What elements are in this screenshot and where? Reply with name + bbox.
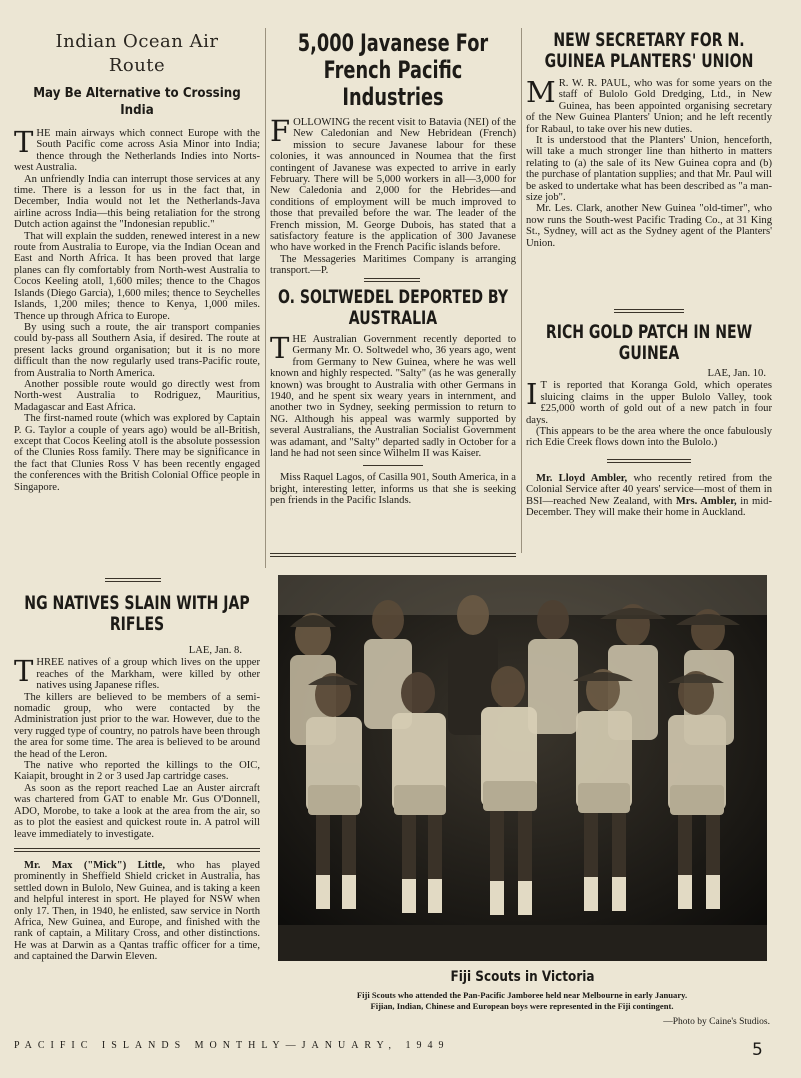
paragraph: It is understood that the Planters' Union, henceforth, will take a much stronger line than hitherto in matters relating to (a) the sale of its New Guinea copra and (b) the purchase of plantation supplies; and that Mr. Paul will be asked to undertake what has been described as "a man-size job". <box>526 135 772 204</box>
article-body <box>526 368 772 449</box>
paragraph: (This appears to be the area where the once fabulously rich Edie Creek flows down into the Bulolo.) <box>526 426 772 449</box>
article-indian-ocean <box>14 30 260 493</box>
photo-caption <box>262 990 782 1012</box>
drop-cap: F <box>270 114 291 148</box>
scouts-photo-illustration <box>278 575 767 961</box>
article-gold-patch <box>526 322 772 518</box>
drop-cap: T <box>14 125 34 159</box>
caption-line: Fijian, Indian, Chinese and European boys were represented in the Fiji contingent. <box>370 1001 674 1011</box>
paragraph: The native who reported the killings to the OIC, Kaiapit, brought in 2 or 3 used Jap cartridge cases. <box>14 760 260 783</box>
paragraph: The Messageries Maritimes Company is arranging transport.—P. <box>270 253 516 277</box>
paragraph: Miss Raquel Lagos, of Casilla 901, South America, in a bright, interesting letter, informs us that she is seeking pen friends in the Pacific Islands. <box>270 472 516 507</box>
paragraph: who has played prominently in Sheffield Shield cricket in Australia, has settled down in Bulolo, New Guinea, and is taking a keen and helpful interest in sport. He played for NSW when only 17. Then, in 1940, he enlisted, saw service in North Africa, New Guinea, and Europe, and finished with the rank of captain, a Military Cross, and other distinctions. He was at Darwin as a Qantas traffic officer for a time, and captained the Darwin Eleven. <box>14 859 260 963</box>
drop-cap: T <box>14 654 34 689</box>
person-name: Mr. Lloyd Ambler, <box>536 472 628 484</box>
paragraph: R. W. R. PAUL, who was for some years on the staff of Bulolo Gold Dredging, Ltd., in New Guinea, has been appointed organising secretary of the New Guinea Planters' Union; and he left recently for Rabaul, to take over his new duties. <box>526 78 772 135</box>
divider <box>607 462 691 463</box>
divider <box>364 278 420 282</box>
headline: RICH GOLD PATCH IN NEW GUINEA <box>545 321 753 364</box>
dateline: LAE, Jan. 10. <box>707 368 766 379</box>
paragraph: The killers are believed to be members of a semi-nomadic group, who were contacted by the Administration just prior to the war. However, due to the very rugged type of country, no patrols have been through the area for some time. The area is believed to be around the head of the Leron. <box>14 691 260 760</box>
person-name: Mr. Max ("Mick") Little, <box>24 859 166 871</box>
paragraph: Mr. Les. Clark, another New Guinea "old-timer", who now runs the South-west Pacific Trading Co., at 31 King St., Sydney, will act as the Sydney agent of the Planters' Union. <box>526 203 772 249</box>
headline: O. SOLTWEDEL DEPORTED BY AUSTRALIA <box>277 286 509 329</box>
article-javanese <box>270 30 516 277</box>
paragraph: Another possible route would go directly west from North-west Australia to Rodriguez, Mauritius, Madagascar and East Africa. <box>14 378 260 413</box>
article-body <box>14 860 260 963</box>
page-footer: PACIFIC ISLANDS MONTHLY—JANUARY, 1949 <box>14 1040 450 1051</box>
headline: 5,000 Javanese For French Pacific Industries <box>297 29 489 111</box>
divider <box>14 848 260 852</box>
paragraph: T is reported that Koranga Gold, which operates sluicing claims in the upper Bulolo Valley, took £25,000 worth of gold out of a new patch in four days. <box>526 380 772 426</box>
person-name: Mrs. Ambler, <box>675 495 737 507</box>
drop-cap: M <box>526 75 556 109</box>
drop-cap: T <box>270 331 290 365</box>
page-number: 5 <box>752 1040 763 1060</box>
paragraph: HE Australian Government recently deported to Germany Mr. O. Soltwedel who, 36 years ago, went from Germany to New Guinea, where he was well known and highly respected. "Salty" (as he was generally known) was brought to Australia with other Germans in 1940, and he spent six weary years in internment, and another two in Sydney, seeking permission to return to NG. Although his appeal was warmly supported by several Australians, the Australian Socialist Government was adamant, and "Salty" departed sadly in October for a land he had not seen since Wilhelm II was Kaiser. <box>270 334 516 460</box>
headline: NEW SECRETARY FOR N. GUINEA PLANTERS' UNION <box>544 29 754 72</box>
column-rule <box>265 28 266 568</box>
caption-line: Fiji Scouts who attended the Pan-Pacific Jamboree held near Melbourne in early January. <box>356 990 688 1000</box>
article-ng-natives <box>14 593 260 963</box>
headline: NG NATIVES SLAIN WITH JAP RIFLES <box>24 592 250 635</box>
article-body <box>270 331 516 460</box>
paragraph: HE main airways which connect Europe with the South Pacific come across Asia Minor into India; thence through the Netherlands Indies into Norts-west Australia. <box>14 128 260 174</box>
article-body <box>270 114 516 277</box>
article-body <box>14 125 260 493</box>
paragraph: in mid-December. They will make their home in Auckland. <box>526 495 772 519</box>
divider <box>614 309 684 313</box>
paragraph: HREE natives of a group which lives on the upper reaches of the Markham, were killed by other natives using Japanese rifles. <box>36 657 260 692</box>
paragraph: As soon as the report reached Lae an Auster aircraft was chartered from GAT to enable Mr. Gus O'Donnell, ADO, Morobe, to take a look at the area from the air, so as to plot the easiest and quickest route in. A patrol will leave immediately to investigate. <box>14 782 260 840</box>
photo-credit: —Photo by Caine's Studios. <box>663 1017 770 1027</box>
paragraph: The first-named route (which was explored by Captain P. G. Taylor a couple of years ago) would be all-British, except that Cocos Keeling atoll is the absolute possession of the Clunies Ross family. There may be significance in the fact that Clunies Ross V has been recently engaged the conferences with the British Colonial Office people in Singapore. <box>14 413 260 493</box>
article-body <box>14 645 260 840</box>
divider <box>363 465 423 466</box>
article-body <box>526 75 772 249</box>
paragraph: By using such a route, the air transport companies could by-pass all Southern Asia, if desired. The route at present lacks ground organisation; but it is no more difficult than the now regularly used trans-Pacific route, from Australia to North America. <box>14 321 260 379</box>
article-body <box>526 473 772 519</box>
divider <box>270 553 516 557</box>
paragraph: OLLOWING the recent visit to Batavia (NEI) of the New Caledonian and New Hebridean (French) mission to secure Javanese labour for these colonies, it was announced in Noumea that the first contingent of Javanese was expected to arrive in early February. There will be 5,000 workers in all—3,000 for New Caledonia and 2,000 for the Hebrides—and conditions of employment will be much improved to those that prevailed before the war. The leader of the French mission, M. George Dubois, has stated that a satisfactory feature is the application of 300 Javanese who have worked in the French Pacific islands before. <box>270 117 516 254</box>
paragraph: That will explain the sudden, renewed interest in a new route from Australia to Europe, via the Indian Ocean and East and North Africa. It has been proved that large planes can fly comfortably from North-west Australia to Cocos Keeling atoll, 1,600 miles; thence to the Chagos Islands (Diego Garcia), 1,600 miles; thence to Seychelles Islands, 1,200 miles; thence to Kenya, 1,000 miles. Thence up through Africa to Europe. <box>14 230 260 322</box>
drop-cap: I <box>526 377 538 412</box>
column-rule <box>521 28 522 553</box>
headline: Indian Ocean Air Route <box>55 31 219 76</box>
divider <box>607 459 691 460</box>
article-body <box>270 472 516 506</box>
article-planters-union <box>526 30 772 249</box>
paragraph: who recently retired from the Colonial Service after 40 years' service—most of them in BSI—reached New Zealand, with <box>526 472 772 507</box>
photo-fiji-scouts <box>278 575 767 961</box>
divider <box>105 578 161 582</box>
dateline: LAE, Jan. 8. <box>188 645 242 656</box>
article-soltwedel <box>270 287 516 507</box>
paragraph: An unfriendly India can interrupt those services at any time. There is a lesson for us in the fact that, in December, India would not let the Netherlands-Java airline across India—this being retaliation for the strong Dutch action against the "Indonesian republic." <box>14 173 260 231</box>
subheadline: May Be Alternative to Crossing India <box>33 85 241 118</box>
photo-caption-title: Fiji Scouts in Victoria <box>450 969 595 985</box>
